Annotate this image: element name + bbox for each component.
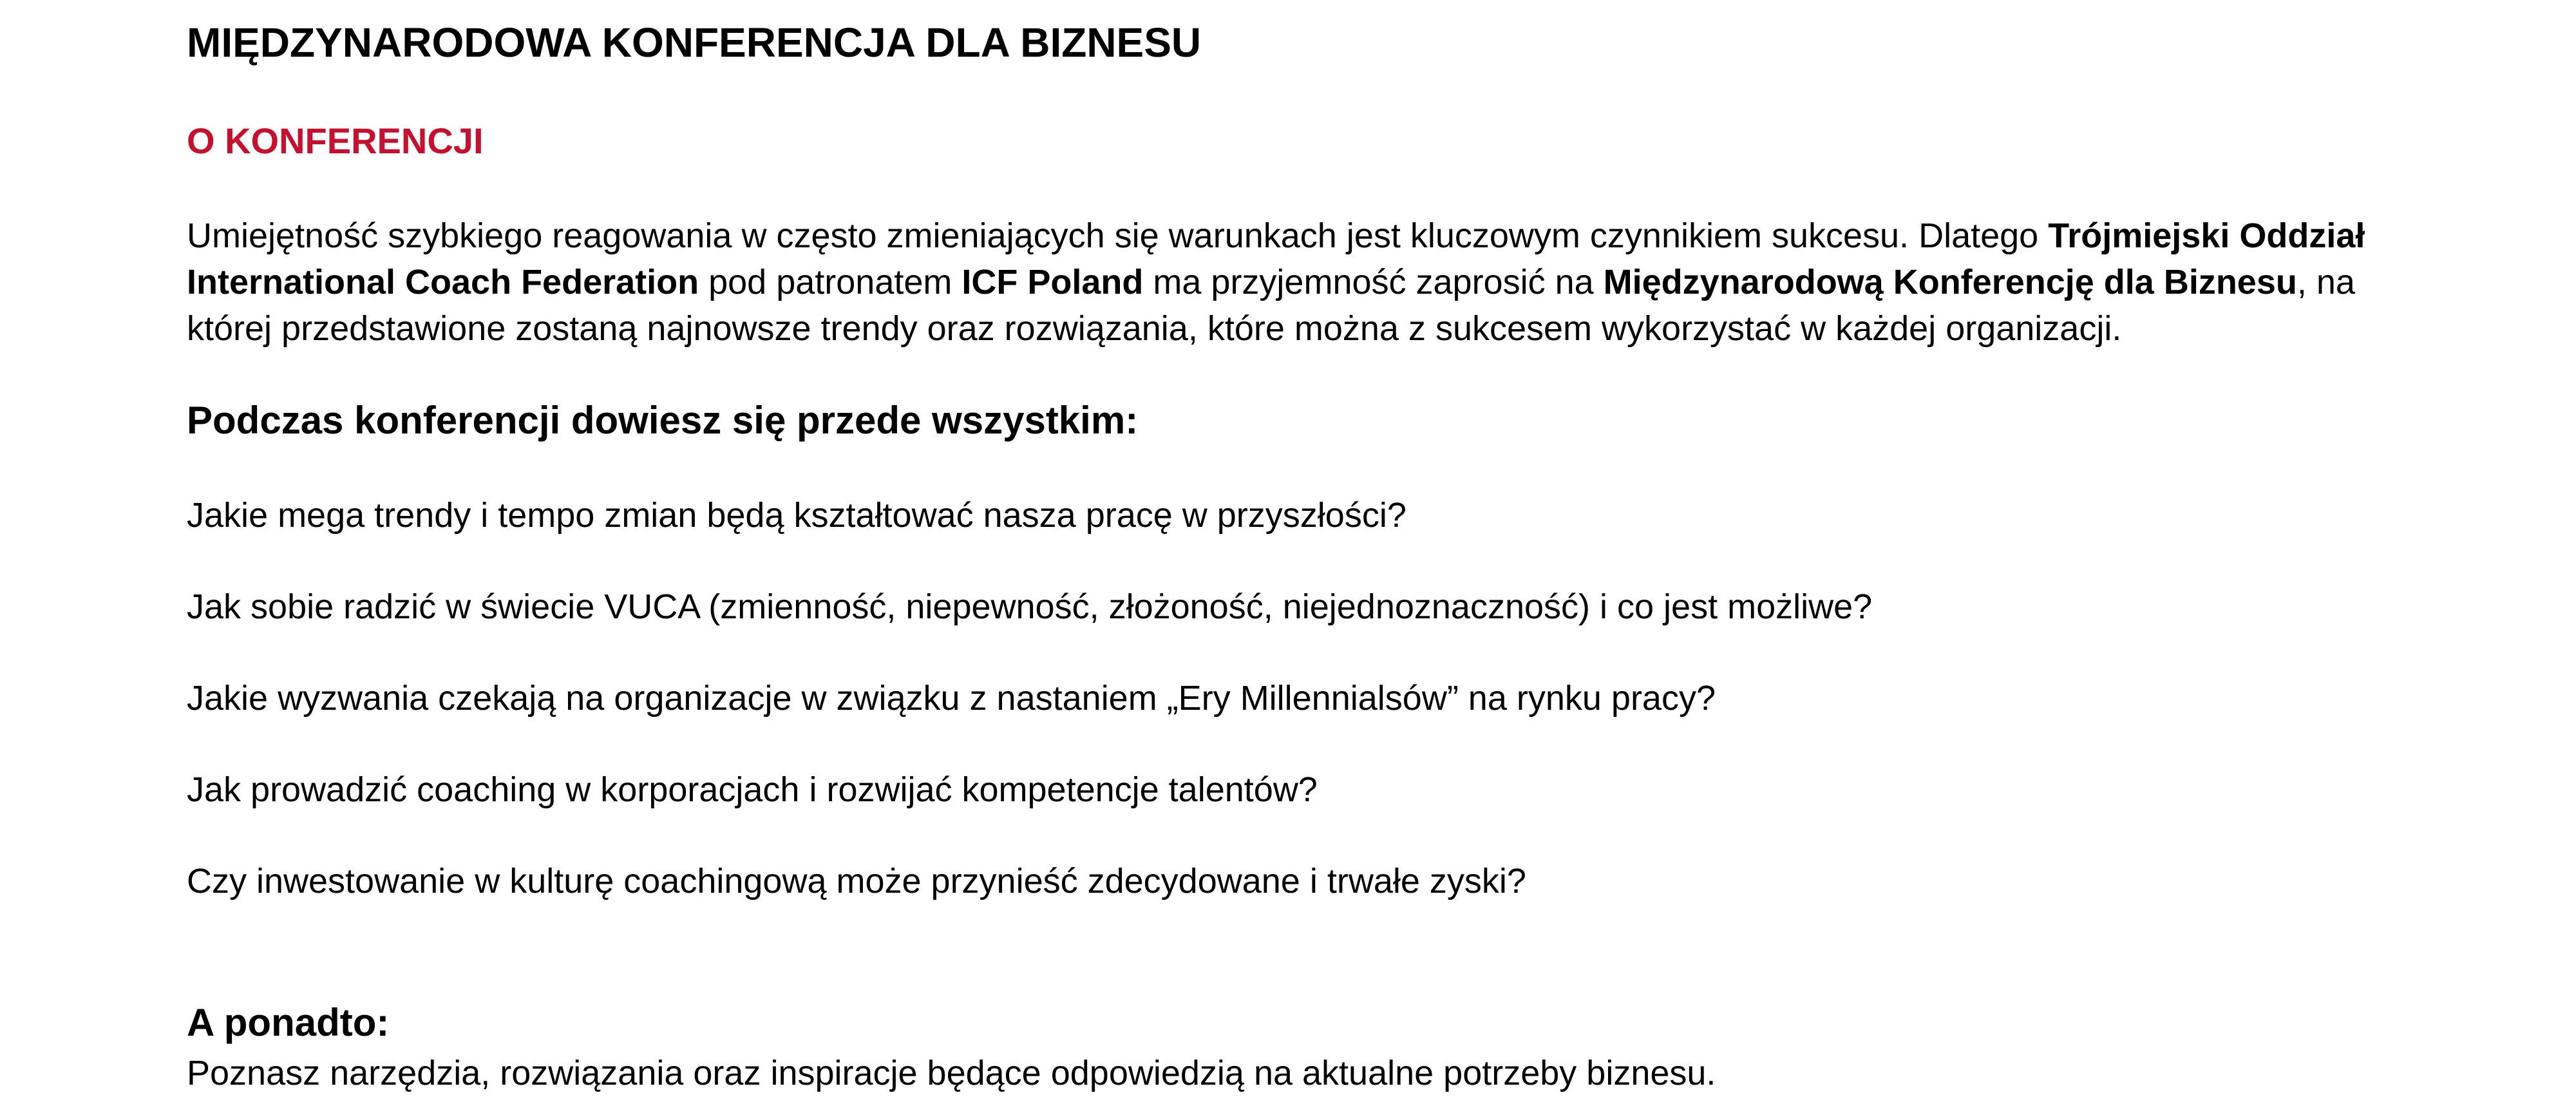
intro-text-2: pod patronatem	[699, 263, 962, 301]
question-item: Jakie wyzwania czekają na organizacje w związku z nastaniem „Ery Millennialsów” na rynku pracy?	[187, 679, 1716, 718]
question-item: Jak prowadzić coaching w korporacjach i rozwijać kompetencje talentów?	[187, 770, 1318, 809]
intro-text-4: , na której przedstawione zostaną najnowsze trendy oraz rozwiązania, które można z sukcesem wykorzystać w każdej organizacji.	[187, 263, 2355, 348]
questions-heading: Podczas konferencji dowiesz się przede wszystkim:	[187, 399, 1139, 442]
intro-bold-patron: ICF Poland	[961, 263, 1144, 301]
question-item: Jakie mega trendy i tempo zmian będą kształtować nasza pracę w przyszłości?	[187, 496, 1406, 535]
question-item: Jak sobie radzić w świecie VUCA (zmienność, niepewność, złożoność, niejednoznaczność) i co jest możliwe?	[187, 587, 1873, 626]
intro-text-1: Umiejętność szybkiego reagowania w często zmieniających się warunkach jest kluczowym czynnikiem sukcesu. Dlatego	[187, 216, 2049, 255]
intro-bold-organizer: Trójmiejski Oddział International Coach Federation	[187, 216, 2365, 301]
document-page	[187, 0, 2428, 1104]
document-title: MIĘDZYNARODOWA KONFERENCJA DLA BIZNESU	[187, 19, 1202, 66]
intro-paragraph	[187, 213, 2421, 352]
question-item: Czy inwestowanie w kulturę coachingową może przynieść zdecydowane i trwałe zyski?	[187, 862, 1526, 900]
also-text: Poznasz narzędzia, rozwiązania oraz inspiracje będące odpowiedzią na aktualne potrzeby biznesu.	[187, 1054, 1716, 1092]
also-heading: A ponadto:	[187, 1001, 390, 1044]
intro-bold-event: Międzynarodową Konferencję dla Biznesu	[1603, 263, 2297, 301]
intro-text-3: ma przyjemność zaprosić na	[1143, 263, 1604, 301]
section-title: O KONFERENCJI	[187, 120, 484, 161]
